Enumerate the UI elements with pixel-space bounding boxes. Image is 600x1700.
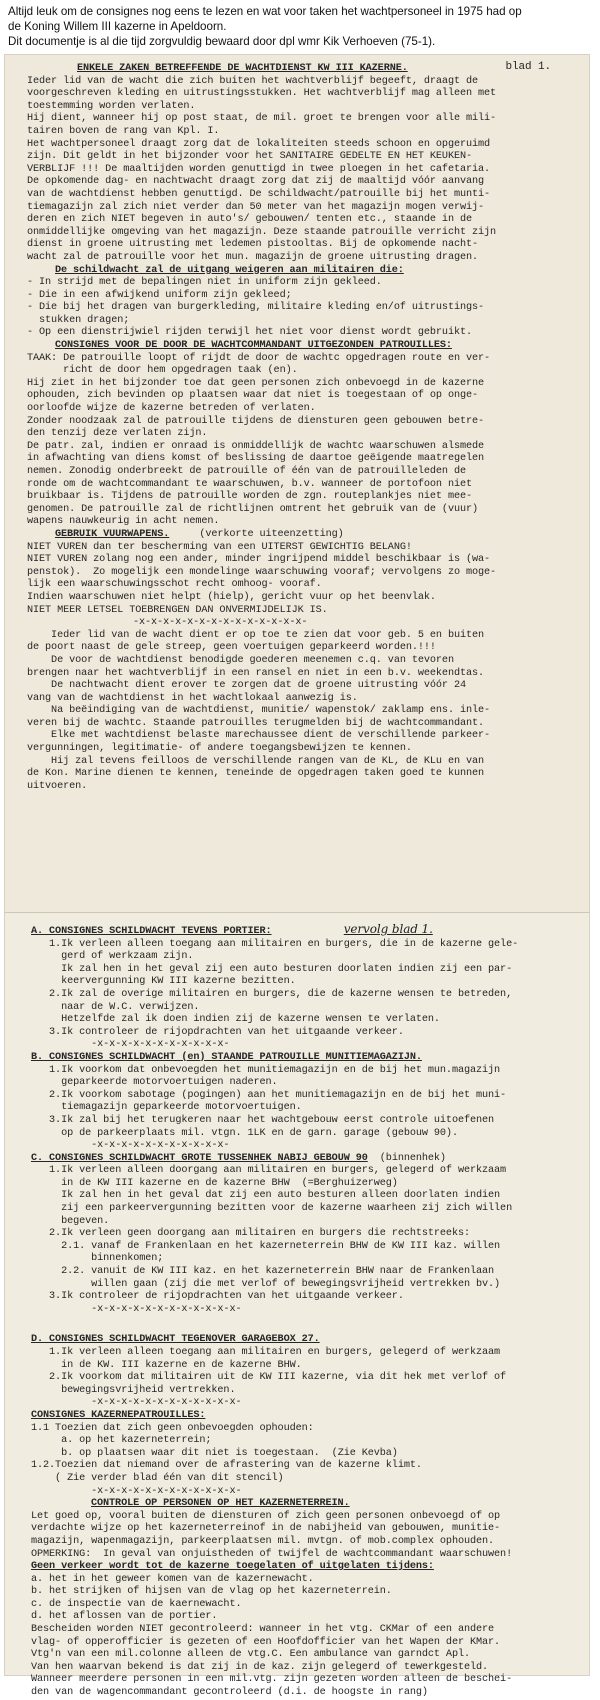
text-line: - Die in een afwijkend uniform zijn gekleed; (27, 289, 292, 301)
text-line: magazijn, wapenmagazijn, parkeerplaatsen mil. mvtgn. of mob.complex ophouden. (31, 1535, 495, 1547)
text-line: veren bij de wachtc. Staande patrouilles terugmelden bij de wachtcommandant. (27, 717, 485, 729)
refuse-heading: De schildwacht zal de uitgang weigeren aan militairen die: (55, 264, 404, 276)
text-line: a. het in het geweer komen van de kazernewacht. (31, 1573, 314, 1585)
scanned-page-1 (4, 54, 590, 914)
section-a-heading: A. CONSIGNES SCHILDWACHT TEVENS PORTIER: (31, 926, 272, 937)
weapons-heading-line (27, 529, 583, 542)
text-line: de Kon. Marine dienen te kennen, teneinde de opgedragen taken goed te kunnen (27, 768, 485, 780)
text-line: Hij ziet in het bijzonder toe dat geen personen zich onbevoegd in de kazerne (27, 377, 485, 389)
text-line: richt de door hem opgedragen taak (en). (27, 365, 298, 377)
traffic-body (31, 1574, 583, 1700)
weapons-heading: GEBRUIK VUURWAPENS. (55, 528, 170, 540)
text-line: onmiddellijke omgeving van het magazijn. Deze staande patrouille verricht zijn (27, 226, 497, 238)
text-line: bewegingsvrijheid vertrekken. (31, 1384, 236, 1396)
text-line: binnenkomen; (31, 1253, 164, 1265)
text-line: dienst in groene uitrusting met ledemen pistooltas. Bij de opkomende nacht- (27, 239, 479, 251)
text-line: TAAK: De patrouille loopt of rijdt de door de wachtc opgedragen route en ver- (27, 352, 491, 364)
refuse-list (27, 277, 583, 340)
text-line: den tenzij deze verlaten zijn. (27, 428, 208, 440)
text-line: 2.1. vanaf de Frankenlaan en het kazerneterrein BHW de KW III kaz. willen (31, 1240, 501, 1252)
text-line: a. op het kazerneterrein; (31, 1435, 212, 1447)
text-line: ophouden, zich bevinden op plaatsen waar dat niet is toegestaan of op onge- (27, 390, 479, 402)
text-line: lijk een waarschuwingsschot recht omhoog- vooraf. (27, 579, 322, 591)
text-line: De nachtwacht dient erover te zorgen dat de groene uitrusting vóór 24 (27, 680, 466, 692)
text-line: 1.Ik voorkom dat onbevoegden het munitiemagazijn en de bij het mun.magazijn (31, 1064, 501, 1076)
text-line: tiemagazijn geparkeerde motorvoertuigen. (31, 1102, 302, 1114)
intro-caption (8, 4, 593, 49)
text-line: 1.1 Toezien dat zich geen onbevoegden ophouden: (31, 1422, 314, 1434)
text-line: zij een parkeervergunning bezitten voor de kazerne waarheen zij zich willen (31, 1203, 513, 1215)
text-line: in de KW. III kazerne en de kazerne BHW. (31, 1359, 302, 1371)
section-b-body (31, 1065, 583, 1153)
text-line: vang van de wachtdienst in het wachtlokaal aanwezig is. (27, 692, 358, 704)
text-line: b. het strijken of hijsen van de vlag op het kazerneterrein. (31, 1586, 392, 1598)
text-line: Hij dient, wanneer hij op post staat, de mil. groet te brengen voor alle mili- (27, 113, 497, 125)
text-line: den van de wagencommandant gecontroleerd (d.i. de hoogste in rang) (31, 1687, 428, 1699)
section-d-body (31, 1347, 583, 1410)
text-line: Let goed op, vooral buiten de diensturen of zich geen personen onbevoegd of op (31, 1510, 501, 1522)
separator: -x-x-x-x-x-x-x-x-x-x-x-x-x-x- (133, 617, 308, 629)
text-line: brengen naar het wachtverblijf in een ransel en niet in een b.v. weekendtas. (27, 667, 485, 679)
text-line: c. de inspectie van de kaernewacht. (31, 1598, 242, 1610)
text-line: 3.Ik controleer de rijopdrachten van het uitgaande verkeer. (31, 1026, 404, 1038)
text-line: 1.2.Toezien dat niemand over de afrastering van de kazerne klimt. (31, 1460, 422, 1472)
text-line: De opkomende dag- en nachtwacht draagt zorg dat zij de maaltijd vóór aanvang (27, 176, 485, 188)
weapons-note: (verkorte uiteenzetting) (199, 528, 344, 540)
text-line: -x-x-x-x-x-x-x-x-x-x-x-x- (31, 1397, 242, 1409)
text-line: in afwachting van diens komst of beslissing de daartoe geëigende maatregelen (27, 453, 485, 465)
text-line: 2.Ik voorkom sabotage (pogingen) aan het munitiemagazijn en de bij het muni- (31, 1089, 507, 1101)
document-title: ENKELE ZAKEN BETREFFENDE DE WACHTDIENST KW III KAZERNE. (77, 63, 408, 74)
intro-line: Dit documentje is al die tijd zorgvuldig bewaard door dpl wmr Kik Verhoeven (75-1). (8, 35, 436, 48)
text-line: begeven. (31, 1215, 110, 1227)
text-line: Ieder lid van de wacht dient er op toe te zien dat voor geb. 5 en buiten (27, 629, 485, 641)
text-line: 2.Ik verleen geen doorgang aan militairen en burgers die rechtstreeks: (31, 1228, 470, 1240)
text-line: Hij zal tevens feilloos de verschillende rangen van de KL, de KLu en van (27, 755, 485, 767)
section-d-heading: D. CONSIGNES SCHILDWACHT TEGENOVER GARAGEBOX 27. (31, 1334, 320, 1346)
section-a-heading-line (31, 923, 583, 939)
text-line: penstok). Zo mogelijk een mondelinge waarschuwing vooraf; vervolgens zo moge- (27, 566, 497, 578)
text-line: voorgeschreven kleding en uitrustingsstukken. Het wachtverblijf mag alleen met (27, 88, 497, 100)
text-line: toestemming worden verlaten. (27, 100, 196, 112)
text-line: gerd of werkzaam zijn. (31, 951, 194, 963)
text-line: deren en zich NIET begeven in auto's/ gebouwen/ tenten etc., staande in de (27, 214, 472, 226)
page-number: blad 1. (505, 61, 551, 73)
text-line: 3.Ik zal bij het terugkeren naar het wachtgebouw eerst controle uitoefenen (31, 1114, 495, 1126)
task-paragraph (27, 353, 583, 529)
text-line: 2.Ik zal de overige militairen en burgers, die de kazerne wensen te betreden, (31, 988, 513, 1000)
text-line: stukken dragen; (27, 314, 130, 326)
section-b-heading: B. CONSIGNES SCHILDWACHT (en) STAANDE PATROUILLE MUNITIEMAGAZIJN. (31, 1051, 422, 1063)
text-line: 1.Ik verleen alleen toegang aan militairen en burgers, die in de kazerne gele- (31, 938, 519, 950)
text-line: 1.Ik verleen alleen toegang aan militairen en burgers, gelegerd of werkzaam (31, 1347, 501, 1358)
text-line: b. op plaatsen waar dit niet is toegestaan. (Zie Kevba) (31, 1447, 398, 1459)
section-c-heading: C. CONSIGNES SCHILDWACHT GROTE TUSSENHEK NABIJ GEBOUW 90 (31, 1152, 368, 1164)
text-line: 3.Ik controleer de rijopdrachten van het uitgaande verkeer. (31, 1291, 404, 1303)
text-line: VERBLIJF !!! De maaltijden worden genuttigd in twee ploegen in het cafetaria. (27, 163, 491, 175)
text-line: Ieder lid van de wacht die zich buiten het wachtverblijf begeeft, draagt de (27, 75, 479, 87)
text-line: Bescheiden worden NIET gecontroleerd: wanneer in het vtg. CKMar of een andere (31, 1624, 495, 1636)
text-line: Elke met wachtdienst belaste marechaussee dient de verschillende parkeer- (27, 730, 491, 742)
text-line: Vtg'n van een mil.colonne alleen de vtg.C. Een ambulance van garndct Apl. (31, 1649, 470, 1661)
text-line: geparkeerde motorvoertuigen naderen. (31, 1077, 278, 1089)
text-line: wacht zal de patrouille voor het mun. magazijn de groene uitrusting dragen. (27, 251, 479, 263)
text-line: willen gaan (zij die met verlof of bewegingsvrijheid vertrekken bv.) (31, 1278, 501, 1290)
scanned-page-2 (4, 912, 590, 1699)
text-line: NIET VUREN zolang nog een ander, minder ingrijpend middel beschikbaar is (wa- (27, 554, 491, 566)
text-line: -x-x-x-x-x-x-x-x-x-x-x- (31, 1039, 230, 1051)
text-line: Van hen waarvan bekend is dat zij in de kaz. zijn gelegerd of tewerkgesteld. (31, 1661, 489, 1673)
text-line: De voor de wachtdienst benodigde goederen meenemen c.q. van tevoren (27, 654, 454, 666)
text-line: 2.Ik voorkom dat militairen uit de KW III kazerne, via dit hek met verlof of (31, 1372, 507, 1384)
text-line: NIET MEER LETSEL TOEBRENGEN DAN ONVERMIJDELIJK IS. (27, 604, 328, 616)
text-line: De patr. zal, indien er onraad is onmiddellijk de wachtc waarschuwen alsmede (27, 440, 485, 452)
text-line: vlag- of opperofficier is gezeten of een Hoofdofficier van het Wapen der KMar. (31, 1636, 501, 1648)
text-line: naar de W.C. verwijzen. (31, 1001, 200, 1013)
text-line: -x-x-x-x-x-x-x-x-x-x-x- (31, 1140, 230, 1152)
consignes-heading: CONSIGNES VOOR DE DOOR DE WACHTCOMMANDANT UITGEZONDEN PATROUILLES: (55, 340, 452, 352)
text-line: nemen. Zonodig onderbreekt de patrouille of één van de patrouilleleden de (27, 466, 466, 477)
text-line: Ik zal hen in het geval zij een auto besturen doorlaten indien zij een par- (31, 963, 513, 975)
section-c-body (31, 1165, 583, 1316)
text-line: oorloofde wijze de kazerne betreden of verlaten. (27, 403, 316, 415)
intro-line: Altijd leuk om de consignes nog eens te lezen en wat voor taken het wachtpersoneel in 1975 had op (8, 5, 522, 18)
text-line: d. het aflossen van de portier. (31, 1611, 218, 1623)
text-line: -x-x-x-x-x-x-x-x-x-x-x-x- (31, 1303, 242, 1315)
text-line: genomen. De patrouille zal de richtlijnen omtrent het gebruik van de (vuur) (27, 503, 479, 515)
text-line: Na beëindiging van de wachtdienst, munitie/ wapenstok/ zaklamp ens. inle- (27, 705, 491, 717)
text-line: ( Zie verder blad één van dit stencil) (31, 1472, 284, 1484)
text-line: ronde om de wachtcommandant te waarschuwen, b.v. wanneer de portofoon niet (27, 478, 472, 490)
text-line: - Die bij het dragen van burgerkleding, militaire kleding en/of uitrustings- (27, 302, 485, 314)
section-c-note: (binnenhek) (379, 1152, 446, 1164)
traffic-heading: Geen verkeer wordt tot de kazerne toegelaten of uitgelaten tijdens: (31, 1561, 434, 1573)
text-line: NIET VUREN dan ter bescherming van een UITERST GEWICHTIG BELANG! (27, 541, 412, 553)
text-line: uitvoeren. (27, 780, 88, 792)
section-c-heading-line (31, 1153, 583, 1166)
text-line: bruikbaar is. Tijdens de patrouille worden de zgn. routeplankjes niet mee- (27, 491, 472, 503)
text-line: Zonder noodzaak zal de patrouille tijdens de diensturen geen gebouwen betre- (27, 415, 485, 427)
text-line: keervergunning KW III kazerne bezitten. (31, 976, 296, 988)
text-line: verdachte wijze op het kazerneterreinof in de nabijheid van gebouwen, munitie- (31, 1523, 501, 1535)
closing-paragraph (27, 630, 583, 794)
text-line: - Op een dienstrijwiel rijden terwijl het niet voor dienst wordt gebruikt. (27, 327, 472, 339)
control-body (31, 1511, 583, 1561)
continued-note: vervolg blad 1. (343, 922, 433, 936)
intro-paragraph (27, 76, 583, 265)
weapons-paragraph (27, 542, 583, 618)
text-line: de poort naast de gele streep, geen voertuigen geparkeerd worden.!!! (27, 642, 436, 654)
text-line: -x-x-x-x-x-x-x-x-x-x-x-x- (31, 1485, 242, 1497)
text-line: Indien waarschuwen niet helpt (hielp), gericht vuur op het beenvlak. (27, 591, 436, 603)
text-line: zijn. Dit geldt in het bijzonder voor het SANITAIRE GEDELTE EN HET KEUKEN- (27, 151, 472, 163)
text-line: van de wachtdienst hebben genuttigd. De schildwacht/patrouille bij het munti- (27, 188, 491, 200)
text-line: wapens nauwkeurig in acht nemen. (27, 516, 220, 528)
control-heading: CONTROLE OP PERSONEN OP HET KAZERNETERREIN. (91, 1498, 350, 1510)
text-line: - In strijd met de bepalingen niet in uniform zijn gekleed. (27, 277, 382, 289)
text-line: op de parkeerplaats mil. vtgn. 1LK en de garn. garage (gebouw 90). (31, 1127, 458, 1139)
text-line: tiemagazijn zal zich niet verder dan 50 meter van het magazijn mogen verwij- (27, 201, 485, 213)
text-line: Het wachtpersoneel draagt zorg dat de lokaliteiten steeds schoon en opgeruimd (27, 138, 491, 150)
section-a-body (31, 939, 583, 1052)
patrols-body (31, 1423, 583, 1499)
text-line: 1.Ik verleen alleen doorgang aan militairen en burgers, gelegerd of werkzaam (31, 1165, 507, 1177)
text-line: vergunningen, legitimatie- of andere toegangsbewijzen te kennen. (27, 743, 412, 755)
intro-line: de Koning Willem III kazerne in Apeldoorn. (8, 20, 227, 33)
text-line: tairen boven de rang van Kpl. I. (27, 125, 220, 137)
text-line: Wanneer meerdere personen in een mil.vtg. zijn gezeten worden alleen de beschei- (31, 1674, 513, 1686)
text-line: Hetzelfde zal ik doen indien zij de kazerne wensen te verlaten. (31, 1014, 440, 1026)
text-line: OPMERKING: In geval van onjuistheden of twijfel de wachtcommandant waarschuwen! (31, 1548, 513, 1560)
text-line: in de KW III kazerne en de kazerne BHW (=Berghuizerweg) (31, 1177, 398, 1189)
patrols-heading: CONSIGNES KAZERNEPATROUILLES: (31, 1409, 206, 1421)
text-line: Ik zal hen in het geval dat zij een auto besturen alleen doorlaten indien (31, 1190, 501, 1202)
text-line: 2.2. vanuit de KW III kaz. en het kazerneterrein BHW naar de Frankenlaan (31, 1266, 495, 1278)
